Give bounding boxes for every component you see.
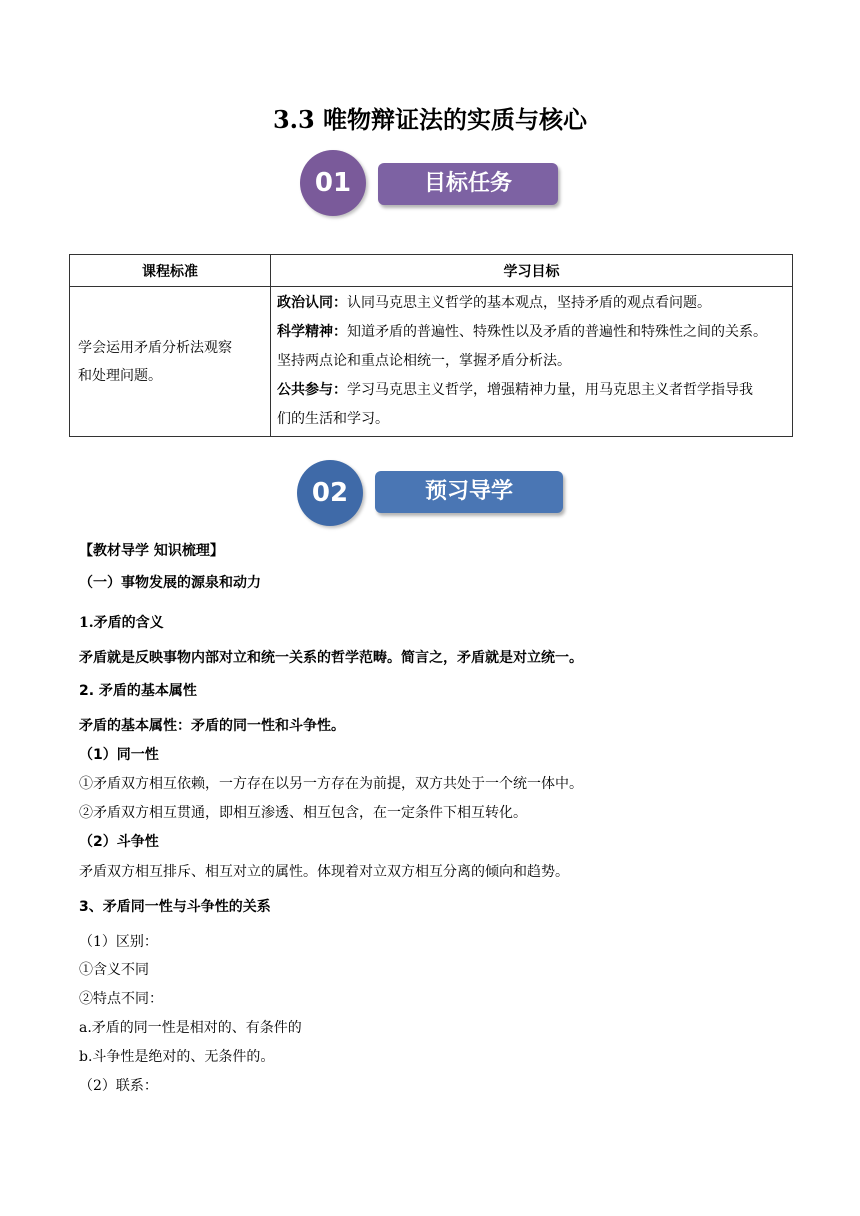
curriculum-standard-cell xyxy=(70,287,271,437)
goal-line xyxy=(277,347,786,376)
section-badge-target-tasks xyxy=(300,150,562,220)
table-header-goals: 学习目标 xyxy=(271,255,793,287)
goal-line xyxy=(277,376,786,405)
learning-goals-cell xyxy=(271,287,793,437)
standard-text-line: 学会运用矛盾分析法观察 xyxy=(78,339,232,356)
attribute-text: 矛盾的基本属性：矛盾的同一性和斗争性。 xyxy=(79,718,345,734)
item-heading: 2. 矛盾的基本属性 xyxy=(79,683,197,699)
section-ribbon: 目标任务 xyxy=(378,163,558,205)
paragraph: 矛盾双方相互排斥、相互对立的属性。体现着对立双方相互分离的倾向和趋势。 xyxy=(79,864,569,880)
sub-heading: （1）同一性 xyxy=(79,747,159,763)
paragraph: ①含义不同 xyxy=(79,962,149,978)
goal-text: 认同马克思主义哲学的基本观点，坚持矛盾的观点看问题。 xyxy=(347,295,711,311)
goal-text: 学习马克思主义哲学，增强精神力量，用马克思主义者哲学指导我 xyxy=(347,382,753,398)
standard-text-line: 和处理问题。 xyxy=(78,367,162,384)
section-badge-preview-guide xyxy=(297,460,567,530)
definition-text: 矛盾就是反映事物内部对立和统一关系的哲学范畴。简言之，矛盾就是对立统一。 xyxy=(79,650,583,666)
section-number-circle: 01 xyxy=(300,150,366,216)
goal-label: 政治认同： xyxy=(277,295,347,311)
table-header-standard: 课程标准 xyxy=(70,255,271,287)
paragraph: ②特点不同： xyxy=(79,991,163,1007)
goal-text: 们的生活和学习。 xyxy=(277,411,389,427)
part-heading: （一）事物发展的源泉和动力 xyxy=(79,575,261,591)
goal-label: 公共参与： xyxy=(277,382,347,398)
paragraph: a.矛盾的同一性是相对的、有条件的 xyxy=(79,1020,302,1036)
sub-heading: （1）区别： xyxy=(79,934,158,950)
goal-label: 科学精神： xyxy=(277,324,347,340)
paragraph: ②矛盾双方相互贯通，即相互渗透、相互包含，在一定条件下相互转化。 xyxy=(79,805,527,821)
sub-heading: （2）斗争性 xyxy=(79,834,159,850)
table-row xyxy=(70,287,793,437)
section-number-circle: 02 xyxy=(297,460,363,526)
paragraph: ①矛盾双方相互依赖，一方存在以另一方存在为前提，双方共处于一个统一体中。 xyxy=(79,776,583,792)
goal-text: 知道矛盾的普遍性、特殊性以及矛盾的普遍性和特殊性之间的关系。 xyxy=(347,324,767,340)
goal-text: 坚持两点论和重点论相统一，掌握矛盾分析法。 xyxy=(277,353,571,369)
item-heading: 1.矛盾的含义 xyxy=(79,615,164,631)
page-title: 3.3 唯物辩证法的实质与核心 xyxy=(272,105,588,134)
curriculum-table xyxy=(69,254,793,437)
guide-heading: 【教材导学 知识梳理】 xyxy=(79,543,224,559)
sub-heading: （2）联系： xyxy=(79,1078,158,1094)
paragraph: b.斗争性是绝对的、无条件的。 xyxy=(79,1049,275,1065)
goal-line xyxy=(277,318,786,347)
item-heading: 3、矛盾同一性与斗争性的关系 xyxy=(79,899,271,915)
section-ribbon: 预习导学 xyxy=(375,471,563,513)
goal-line xyxy=(277,289,786,318)
table-header-row xyxy=(70,255,793,287)
goal-line xyxy=(277,405,786,434)
